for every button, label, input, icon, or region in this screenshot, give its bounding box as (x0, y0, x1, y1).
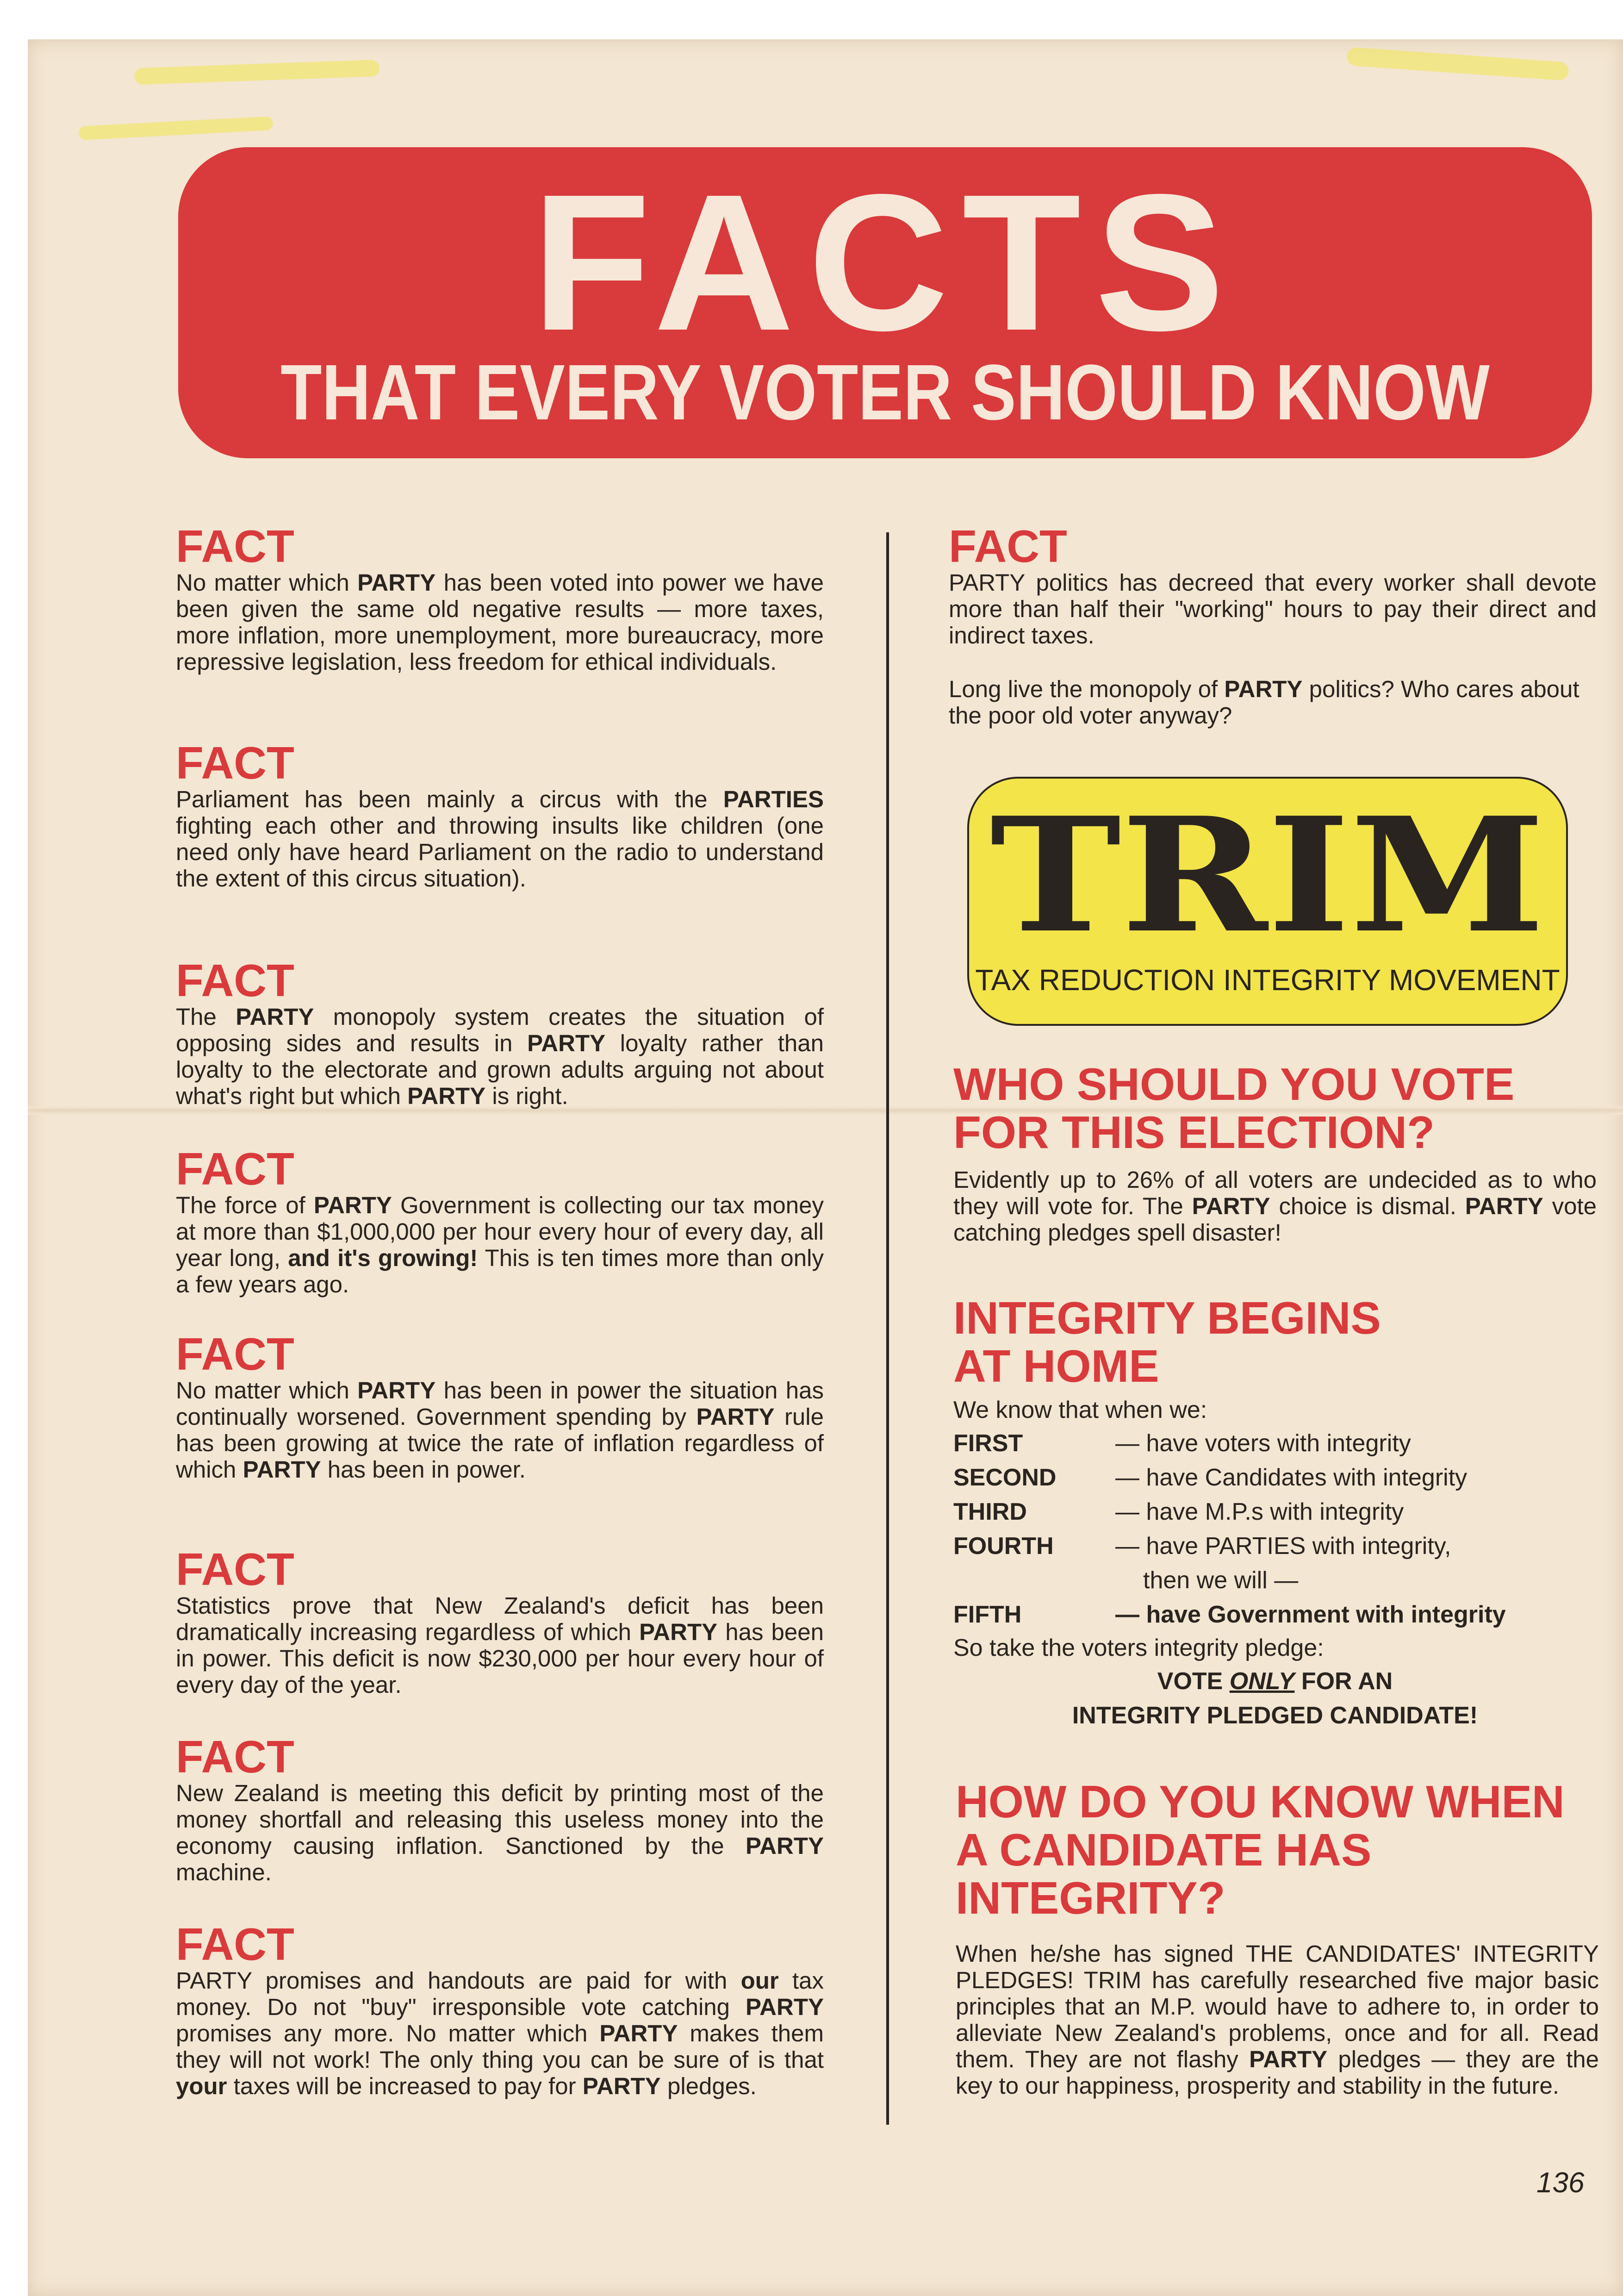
bold-text: PARTY (639, 1619, 718, 1645)
pledge-text: then we will — (1143, 1567, 1299, 1594)
body-text: taxes will be increased to pay for (227, 2073, 583, 2099)
fact-heading: FACT (949, 521, 1067, 572)
bold-text: PARTY (407, 1083, 486, 1109)
body-text: Government is collecting our tax money at more than $1,000,000 per hour every hour of every day, all year long, (176, 1192, 824, 1271)
body-text: Statistics prove that New Zealand's deficit has been dramatically increasing regardless of which (176, 1592, 824, 1645)
pledge-row (953, 1460, 1597, 1495)
bold-text: PARTY (243, 1456, 321, 1483)
pledge-text: — have M.P.s with integrity (1115, 1498, 1404, 1525)
body-text: monopoly system creates the situation of opposing sides and results in (176, 1004, 824, 1056)
body-text: has been in power. (321, 1456, 526, 1483)
fact-heading: FACT (176, 955, 294, 1006)
facts-banner (178, 147, 1592, 458)
fact-block (176, 957, 824, 1109)
fact-block (176, 1731, 824, 1885)
how-heading: HOW DO YOU KNOW WHEN A CANDIDATE HAS INTEGRITY? (956, 1776, 1565, 1923)
pledge-ordinal: THIRD (953, 1498, 1027, 1525)
fact-block (176, 1331, 824, 1483)
fact-heading: FACT (176, 1143, 294, 1194)
pledge-row (953, 1563, 1597, 1597)
pledge-text: — have Candidates with integrity (1115, 1464, 1468, 1491)
body-text: rule has been growing at twice the rate of inflation regardless of which (176, 1404, 824, 1483)
body-text: The force of (176, 1192, 314, 1218)
pledge-row (953, 1495, 1597, 1529)
pledge-ordinal: SECOND (953, 1464, 1057, 1491)
body-text: pledges — they are the key to our happiness, prosperity and stability in the future. (956, 2046, 1599, 2099)
pledge-text: — have PARTIES with integrity, (1115, 1533, 1451, 1560)
body-text: PARTY politics has decreed that every worker shall devote more than half their "working" hours to pay their direct and indirect taxes. (949, 569, 1597, 649)
body-text: machine. (176, 1859, 272, 1885)
integrity-section (953, 1294, 1597, 1733)
body-text: When he/she has signed THE CANDIDATES' INTEGRITY PLEDGES! TRIM has carefully researched five major basic principles that an M.P. would have to adhere to, in order to alleviate New Zealand's problems, once and for all. Read them. They are not flashy (956, 1940, 1599, 2072)
pledge-row (953, 1529, 1597, 1563)
fact-heading: FACT (176, 1544, 294, 1595)
pledge-ordinal: FIRST (953, 1430, 1023, 1457)
fact-block (176, 737, 824, 892)
how-text (956, 1940, 1599, 2099)
pledge-row (953, 1597, 1597, 1632)
fact-text (176, 1004, 824, 1109)
bold-text: PARTY (745, 1833, 824, 1859)
body-text: No matter which (176, 569, 358, 596)
body-text: PARTY promises and handouts are paid for with (176, 1967, 741, 1994)
body-text: has been in power the situation has continually worsened. Government spending by (176, 1377, 824, 1430)
bold-text: PARTIES (723, 786, 824, 812)
who-section (953, 1060, 1597, 1246)
bold-text: PARTY (313, 1192, 392, 1218)
column-divider (886, 532, 889, 2125)
body-text: loyalty rather than loyalty to the electorate and grown adults arguing not about what's right but which (176, 1030, 824, 1109)
pledge-text: — have Government with integrity (1115, 1601, 1506, 1628)
banner-subtitle: THAT EVERY VOTER SHOULD KNOW (280, 349, 1490, 437)
vote-text: FOR AN (1294, 1668, 1393, 1695)
fact-heading: FACT (176, 1731, 294, 1782)
body-text: Long live the monopoly of (949, 676, 1225, 702)
body-text: fighting each other and throwing insults like children (one need only have heard Parliament on the radio to understand the extent of this circus situation). (176, 812, 824, 892)
page-number: 136 (1536, 2167, 1585, 2199)
fact-text (949, 569, 1597, 649)
bold-text: PARTY (1224, 676, 1303, 702)
bold-text: your (176, 2073, 227, 2099)
fact-text (176, 1780, 824, 1885)
bold-text: and it's growing! (288, 1245, 478, 1271)
pledge-ordinal: FOURTH (953, 1533, 1054, 1560)
body-text: This is ten times more than only a few years ago. (176, 1245, 824, 1298)
fact-block (176, 1921, 824, 2099)
bold-text: PARTY (582, 2073, 661, 2099)
fact-text (176, 1192, 824, 1298)
fact-heading: FACT (176, 521, 294, 572)
body-text: pledges. (660, 2073, 757, 2099)
body-text: choice is dismal. (1270, 1193, 1465, 1219)
vote-pledge-line2: INTEGRITY PLEDGED CANDIDATE! (1072, 1702, 1478, 1729)
trim-word: TRIM (990, 783, 1545, 968)
body-text: has been in power. This deficit is now $230,000 per hour every hour of every day of the year. (176, 1619, 824, 1698)
bold-text: PARTY (696, 1404, 775, 1430)
fact-text (176, 1967, 824, 2099)
who-text (953, 1167, 1597, 1246)
fact-block (949, 523, 1597, 649)
bold-text: PARTY (745, 1994, 824, 2020)
body-text: vote catching pledges spell disaster! (953, 1193, 1597, 1246)
body-text: Parliament has been mainly a circus with the (176, 786, 723, 812)
trim-subtitle: TAX REDUCTION INTEGRITY MOVEMENT (975, 963, 1560, 997)
trim-logo (967, 777, 1568, 1026)
who-heading: WHO SHOULD YOU VOTE FOR THIS ELECTION? (953, 1059, 1515, 1158)
fact-text (176, 1377, 824, 1483)
bold-text: PARTY (1465, 1193, 1543, 1219)
body-text: promises any more. No matter which (176, 2020, 600, 2046)
pledge-ordinal: FIFTH (953, 1601, 1022, 1628)
fact-heading: FACT (176, 737, 294, 788)
pledge-row (953, 1426, 1597, 1460)
body-text: makes them they will not work! The only thing you can be sure of is that (176, 2020, 824, 2073)
fact-block (176, 1546, 824, 1698)
body-text: has been voted into power we have been given the same old negative results — more taxes, more inflation, more unemployment, more bureaucracy, more repressive legislation, less freedom for ethical individuals. (176, 569, 824, 675)
body-text: politics? Who cares about the poor old voter anyway? (949, 676, 1579, 729)
body-text: No matter which (176, 1377, 358, 1404)
fact-text (176, 1592, 824, 1698)
integrity-intro: We know that when we: (953, 1397, 1207, 1423)
body-text: New Zealand is meeting this deficit by printing most of the money shortfall and releasing this useless money into the economy causing inflation. Sanctioned by the (176, 1780, 824, 1859)
bold-text: our (740, 1967, 779, 1994)
vote-pledge-line (953, 1664, 1597, 1698)
bold-text: PARTY (236, 1004, 314, 1030)
body-text: is right. (485, 1083, 568, 1109)
bold-text: PARTY (1192, 1193, 1270, 1219)
bold-text: PARTY (357, 1377, 436, 1404)
bold-text: PARTY (357, 569, 436, 596)
body-text: Evidently up to 26% of all voters are undecided as to who they will vote for. The (953, 1167, 1597, 1219)
pledge-text: — have voters with integrity (1115, 1430, 1411, 1457)
integrity-heading: INTEGRITY BEGINS AT HOME (953, 1292, 1381, 1391)
vote-text: VOTE (1157, 1668, 1230, 1695)
fact-block (176, 1143, 824, 1298)
bold-text: PARTY (599, 2020, 678, 2046)
how-section (956, 1778, 1599, 2099)
bold-text: PARTY (527, 1030, 606, 1056)
banner-title: FACTS (532, 154, 1238, 371)
fact-text (176, 569, 824, 675)
fact-text (176, 786, 824, 892)
body-text: The (176, 1004, 236, 1030)
fact-heading: FACT (176, 1329, 294, 1379)
monopoly-text (949, 676, 1597, 729)
fact-block (176, 523, 824, 675)
integrity-outro: So take the voters integrity pledge: (953, 1635, 1324, 1661)
vote-only: ONLY (1229, 1668, 1295, 1695)
bold-text: PARTY (1249, 2046, 1328, 2072)
fact-heading: FACT (176, 1919, 294, 1970)
body-text: tax money. Do not "buy" irresponsible vote catching (176, 1967, 824, 2020)
